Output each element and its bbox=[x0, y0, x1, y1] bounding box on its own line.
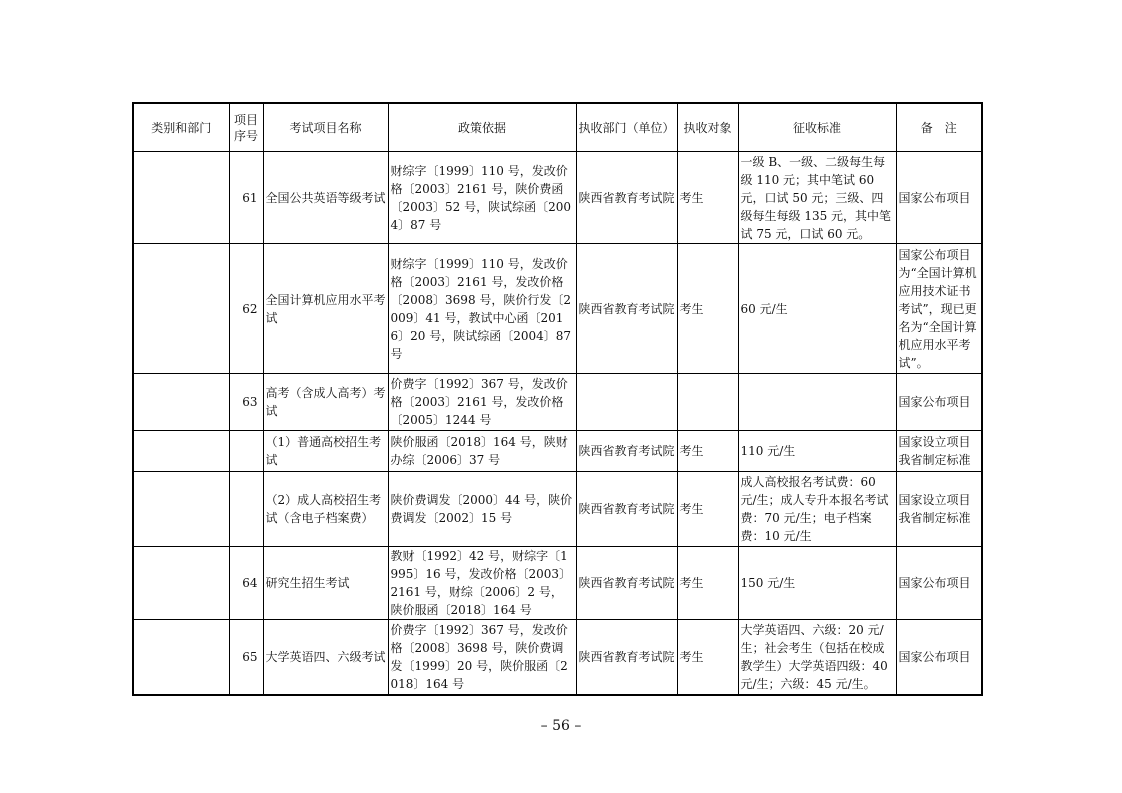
table-row bbox=[133, 472, 982, 547]
cell-standard: 110 元/生 bbox=[738, 431, 896, 472]
cell-exam-name: 大学英语四、六级考试 bbox=[263, 620, 388, 695]
cell-category bbox=[133, 431, 229, 472]
cell-item-no: 62 bbox=[229, 244, 263, 374]
cell-category bbox=[133, 152, 229, 244]
cell-exam-name: 全国计算机应用水平考试 bbox=[263, 244, 388, 374]
cell-target: 考生 bbox=[677, 431, 738, 472]
cell-exam-name: 高考（含成人高考）考试 bbox=[263, 374, 388, 431]
header-exam-name: 考试项目名称 bbox=[263, 103, 388, 152]
cell-standard: 成人高校报名考试费：60 元/生；成人专升本报名考试费：70 元/生；电子档案费：10 元/生 bbox=[738, 472, 896, 547]
cell-item-no: 64 bbox=[229, 547, 263, 620]
header-policy: 政策依据 bbox=[388, 103, 576, 152]
cell-collector: 陕西省教育考试院 bbox=[576, 472, 677, 547]
cell-standard: 150 元/生 bbox=[738, 547, 896, 620]
cell-category bbox=[133, 472, 229, 547]
cell-collector: 陕西省教育考试院 bbox=[576, 547, 677, 620]
cell-remark: 国家设立项目我省制定标准 bbox=[896, 431, 982, 472]
cell-collector bbox=[576, 374, 677, 431]
cell-item-no: 63 bbox=[229, 374, 263, 431]
cell-standard: 大学英语四、六级：20 元/生；社会考生（包括在校成教学生）大学英语四级：40 元/生；六级：45 元/生。 bbox=[738, 620, 896, 695]
fee-table bbox=[132, 102, 983, 696]
cell-collector: 陕西省教育考试院 bbox=[576, 152, 677, 244]
cell-item-no bbox=[229, 472, 263, 547]
table-row bbox=[133, 547, 982, 620]
page-number: – 56 – bbox=[540, 718, 582, 734]
table-header-row bbox=[133, 103, 982, 152]
cell-exam-name: 研究生招生考试 bbox=[263, 547, 388, 620]
cell-target bbox=[677, 374, 738, 431]
cell-item-no: 61 bbox=[229, 152, 263, 244]
cell-category bbox=[133, 547, 229, 620]
header-standard: 征收标准 bbox=[738, 103, 896, 152]
cell-standard bbox=[738, 374, 896, 431]
table-row bbox=[133, 152, 982, 244]
cell-category bbox=[133, 620, 229, 695]
cell-remark: 国家公布项目 bbox=[896, 620, 982, 695]
cell-remark: 国家公布项目 bbox=[896, 374, 982, 431]
cell-collector: 陕西省教育考试院 bbox=[576, 244, 677, 374]
header-item-no: 项目序号 bbox=[229, 103, 263, 152]
cell-category bbox=[133, 244, 229, 374]
cell-exam-name: 全国公共英语等级考试 bbox=[263, 152, 388, 244]
cell-exam-name: （2）成人高校招生考试（含电子档案费） bbox=[263, 472, 388, 547]
cell-policy: 陕价费调发〔2000〕44 号，陕价费调发〔2002〕15 号 bbox=[388, 472, 576, 547]
cell-standard: 一级 B、一级、二级每生每级 110 元；其中笔试 60 元，口试 50 元；三级、四级每生每级 135 元，其中笔试 75 元，口试 60 元。 bbox=[738, 152, 896, 244]
cell-policy: 教财〔1992〕42 号，财综字〔1995〕16 号，发改价格〔2003〕2161 号，财综〔2006〕2 号，陕价服函〔2018〕164 号 bbox=[388, 547, 576, 620]
cell-item-no bbox=[229, 431, 263, 472]
cell-policy: 财综字〔1999〕110 号，发改价格〔2003〕2161 号，发改价格〔2008〕3698 号，陕价行发〔2009〕41 号，教试中心函〔2016〕20 号，陕试综函〔2004〕87 号 bbox=[388, 244, 576, 374]
header-remark: 备 注 bbox=[896, 103, 982, 152]
header-collector: 执收部门（单位） bbox=[576, 103, 677, 152]
header-category: 类别和部门 bbox=[133, 103, 229, 152]
cell-target: 考生 bbox=[677, 620, 738, 695]
table-row bbox=[133, 620, 982, 695]
cell-target: 考生 bbox=[677, 244, 738, 374]
cell-policy: 价费字〔1992〕367 号，发改价格〔2008〕3698 号，陕价费调发〔1999〕20 号，陕价服函〔2018〕164 号 bbox=[388, 620, 576, 695]
cell-policy: 陕价服函〔2018〕164 号，陕财办综〔2006〕37 号 bbox=[388, 431, 576, 472]
table-row bbox=[133, 431, 982, 472]
cell-remark: 国家公布项目为“全国计算机应用技术证书考试”，现已更名为“全国计算机应用水平考试”。 bbox=[896, 244, 982, 374]
cell-collector: 陕西省教育考试院 bbox=[576, 431, 677, 472]
cell-target: 考生 bbox=[677, 472, 738, 547]
cell-category bbox=[133, 374, 229, 431]
cell-collector: 陕西省教育考试院 bbox=[576, 620, 677, 695]
header-target: 执收对象 bbox=[677, 103, 738, 152]
cell-target: 考生 bbox=[677, 152, 738, 244]
cell-remark: 国家公布项目 bbox=[896, 152, 982, 244]
table-row bbox=[133, 374, 982, 431]
table-row bbox=[133, 244, 982, 374]
cell-remark: 国家公布项目 bbox=[896, 547, 982, 620]
cell-item-no: 65 bbox=[229, 620, 263, 695]
cell-policy: 价费字〔1992〕367 号，发改价格〔2003〕2161 号，发改价格〔2005〕1244 号 bbox=[388, 374, 576, 431]
cell-standard: 60 元/生 bbox=[738, 244, 896, 374]
cell-policy: 财综字〔1999〕110 号，发改价格〔2003〕2161 号，陕价费函〔2003〕52 号，陕试综函〔2004〕87 号 bbox=[388, 152, 576, 244]
cell-remark: 国家设立项目我省制定标准 bbox=[896, 472, 982, 547]
cell-target: 考生 bbox=[677, 547, 738, 620]
cell-exam-name: （1）普通高校招生考试 bbox=[263, 431, 388, 472]
